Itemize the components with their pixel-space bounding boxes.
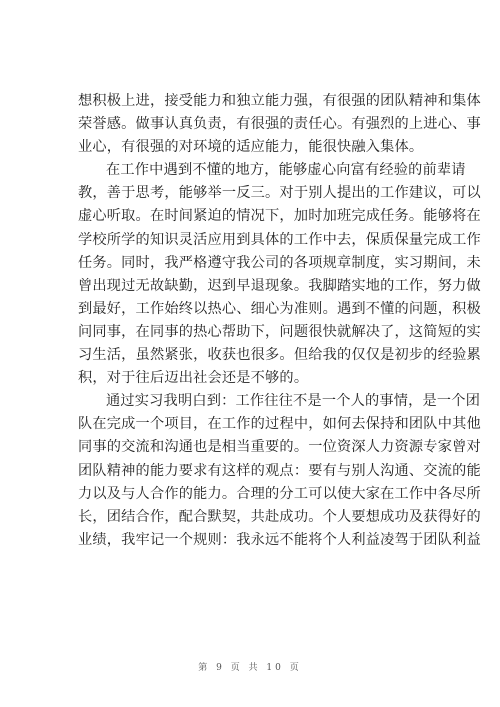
text-line: 学校所学的知识灵活应用到具体的工作中去，保质保量完成工作 (78, 231, 481, 248)
text-line: 队在完成一个项目，在工作的过程中，如何去保持和团队中其他 (78, 416, 481, 433)
text-line: 长，团结合作，配合默契，共赴成功。个人要想成功及获得好的 (78, 508, 481, 525)
text-line: 业绩，我牢记一个规则：我永远不能将个人利益凌驾于团队利益 (78, 531, 481, 548)
text-line: 通过实习我明白到：工作往往不是一个人的事情，是一个团 (106, 393, 481, 410)
text-line: 积，对于往后迈出社会还是不够的。 (78, 370, 309, 387)
text-line: 力以及与人合作的能力。合理的分工可以使大家在工作中各尽所 (78, 485, 481, 502)
text-line: 团队精神的能力要求有这样的观点：要有与别人沟通、交流的能 (78, 462, 481, 479)
text-line: 荣誉感。做事认真负责，有很强的责任心。有强烈的上进心、事 (78, 116, 481, 133)
text-line: 到最好，工作始终以热心、细心为准则。遇到不懂的问题，积极 (78, 300, 481, 317)
text-line: 业心，有很强的对环境的适应能力，能很快融入集体。 (78, 139, 424, 156)
text-line: 曾出现过无故缺勤，迟到早退现象。我脚踏实地的工作，努力做 (78, 277, 481, 294)
text-line: 教，善于思考，能够举一反三。对于别人提出的工作建议，可以 (78, 185, 481, 202)
paragraph-1 (78, 90, 481, 159)
paragraph-2 (78, 159, 481, 390)
text-line: 在工作中遇到不懂的地方，能够虚心向富有经验的前辈请 (106, 162, 466, 179)
text-line: 问同事，在同事的热心帮助下，问题很快就解决了，这简短的实 (78, 323, 481, 340)
text-line: 虚心听取。在时间紧迫的情况下，加时加班完成任务。能够将在 (78, 208, 481, 225)
page-number-footer: 第 9 页 共 10 页 (198, 663, 302, 673)
text-line: 习生活，虽然紧张，收获也很多。但给我的仅仅是初步的经验累 (78, 347, 481, 364)
text-line: 想积极上进，接受能力和独立能力强，有很强的团队精神和集体 (78, 93, 481, 109)
text-line: 任务。同时，我严格遵守我公司的各项规章制度，实习期间，未 (78, 254, 481, 271)
document-body (78, 90, 481, 552)
paragraph-3 (78, 390, 481, 552)
text-line: 同事的交流和沟通也是相当重要的。一位资深人力资源专家曾对 (78, 439, 481, 456)
